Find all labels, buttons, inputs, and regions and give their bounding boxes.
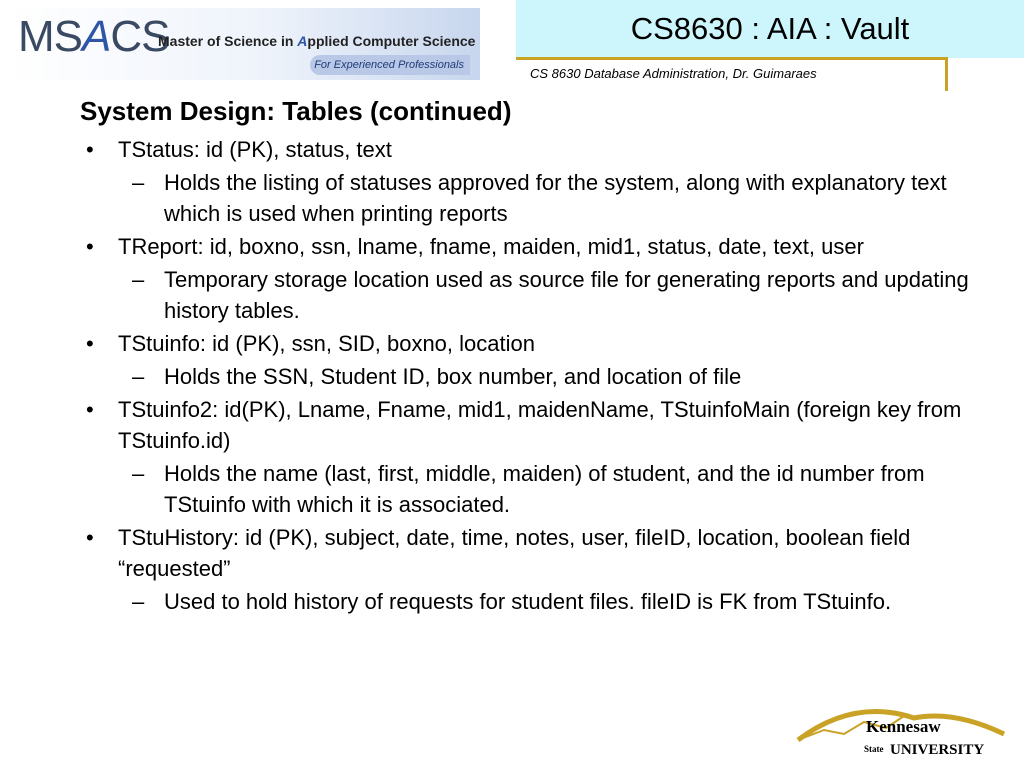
bullet-item: • TReport: id, boxno, ssn, lname, fname, maiden, mid1, status, date, text, user	[80, 231, 980, 262]
bullet-list	[80, 134, 980, 619]
ksu-state-text: State	[864, 744, 884, 754]
course-subtitle: CS 8630 Database Administration, Dr. Guimaraes	[530, 66, 817, 81]
bullet-item: • TStuinfo2: id(PK), Lname, Fname, mid1, maidenName, TStuinfoMain (foreign key from TStuinfo.id)	[80, 394, 980, 456]
logo-wordmark: MSACS	[18, 12, 170, 61]
slide-title: CS8630 : AIA : Vault	[516, 0, 1024, 58]
sub-bullet-item: – Holds the name (last, first, middle, maiden) of student, and the id number from TStuinfo with which it is associated.	[80, 458, 980, 520]
sub-bullet-item: – Holds the listing of statuses approved for the system, along with explanatory text which is used when printing reports	[80, 167, 980, 229]
logo-tagline: For Experienced Professionals	[310, 55, 470, 75]
bullet-item: • TStatus: id (PK), status, text	[80, 134, 980, 165]
title-divider-vertical	[945, 57, 948, 91]
title-divider	[516, 57, 946, 60]
ksu-kennesaw-text: Kennesaw	[866, 717, 941, 736]
bullet-item: • TStuinfo: id (PK), ssn, SID, boxno, location	[80, 328, 980, 359]
slide-heading: System Design: Tables (continued)	[80, 96, 512, 126]
sub-bullet-item: – Temporary storage location used as source file for generating reports and updating history tables.	[80, 264, 980, 326]
sub-bullet-item: – Holds the SSN, Student ID, box number, and location of file	[80, 361, 980, 392]
kennesaw-state-logo	[794, 704, 1008, 760]
msacs-logo	[8, 8, 480, 80]
logo-program-name: Master of Science in Applied Computer Science	[158, 33, 476, 49]
bullet-item: • TStuHistory: id (PK), subject, date, time, notes, user, fileID, location, boolean field “requested”	[80, 522, 980, 584]
ksu-university-text: UNIVERSITY	[890, 742, 985, 758]
sub-bullet-item: – Used to hold history of requests for student files. fileID is FK from TStuinfo.	[80, 586, 980, 617]
